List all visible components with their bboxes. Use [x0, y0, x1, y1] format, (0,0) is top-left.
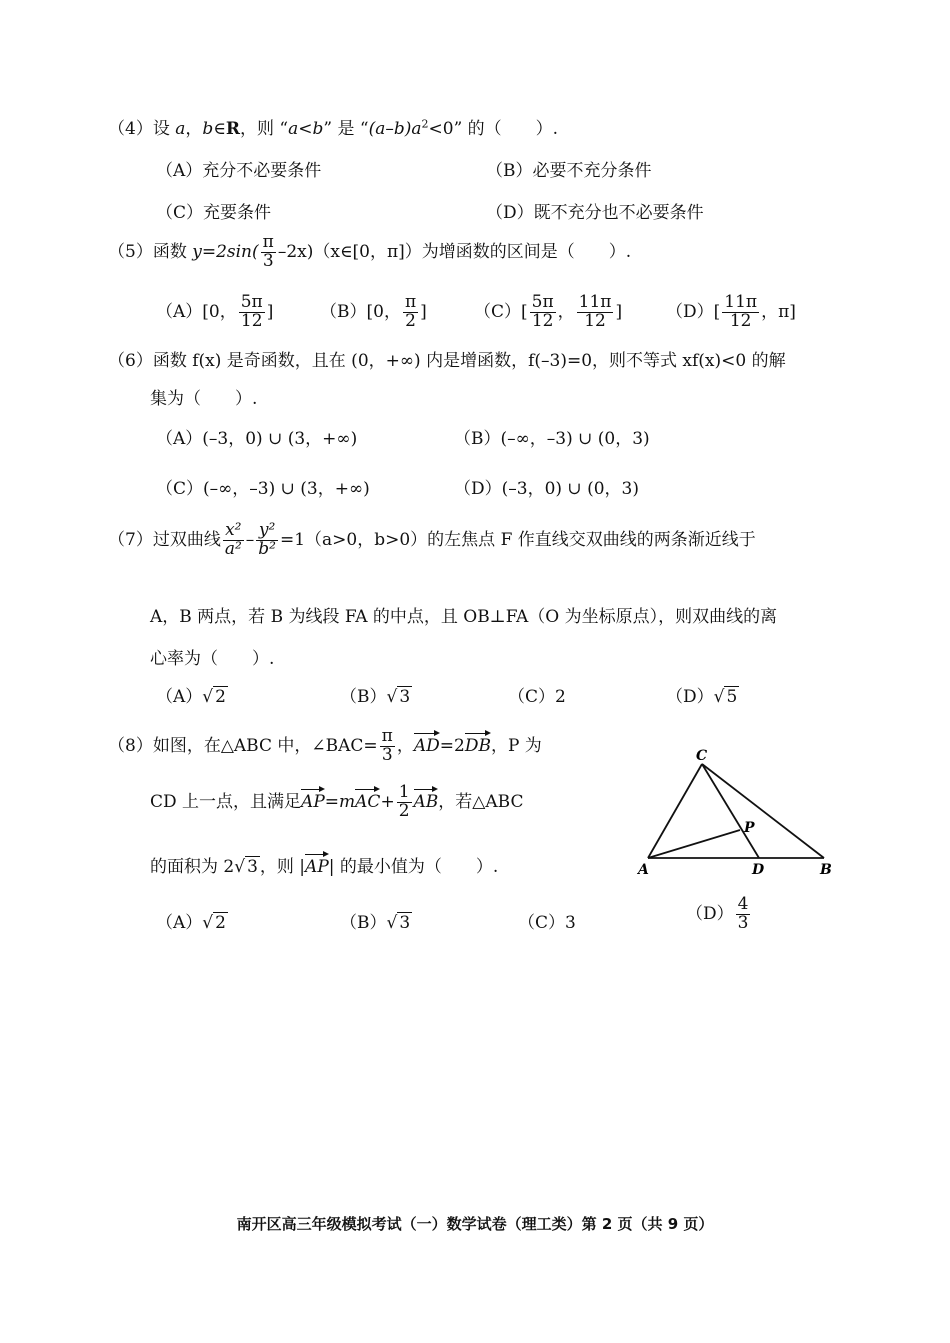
- q5-option-c: （C）[ $\frac{5\pi}{12}$ ， $\frac{11\pi}{12}$ ]: [474, 292, 623, 331]
- q7-line3: 心率为（ ）.: [150, 649, 275, 669]
- q7-line2: A，B 两点，若 B 为线段 FA 的中点，且 OB⊥FA（O 为坐标原点），则双曲线的离: [150, 607, 778, 627]
- q7-option-d: （D）√ 5: [666, 687, 738, 707]
- q7-option-c: （C）2: [508, 687, 566, 707]
- q7-option-b: （B）√ 3: [340, 687, 411, 707]
- q8-option-c: （C）3: [518, 913, 576, 933]
- q8-triangle-figure: [630, 740, 840, 885]
- q5-option-a: （A）[0， $\frac{5\pi}{12}$ ]: [156, 292, 274, 331]
- label-p: P: [744, 820, 755, 836]
- q5-frac: $\frac{\pi}{3}$: [262, 232, 274, 271]
- edge-cb: [702, 764, 824, 858]
- edge-cd: [702, 764, 759, 858]
- q8-option-a: （A）√ 2: [156, 913, 226, 933]
- q4-option-c: （C）充要条件: [156, 203, 272, 223]
- q6-option-b: （B）(–∞，–3) ∪ (0，3): [454, 429, 650, 449]
- q4-option-d: （D）既不充分也不必要条件: [486, 203, 704, 223]
- label-b: B: [820, 862, 832, 878]
- q7-line1: （7）过双曲线 $\frac{\text{x²}}{\text{a²}}$ – $\frac{\text{y²}}{\text{b²}}$ =1（a>0，b>0）的左焦点 F 作直线交双曲线的两条渐近线于: [108, 520, 756, 559]
- q8-option-b: （B）√ 3: [340, 913, 411, 933]
- q8-option-d: （D） $\frac{4}{3}$: [686, 894, 749, 933]
- label-a: A: [638, 862, 649, 878]
- q4-stem: （4）设 a，b∈R，则 “a<b” 是 “$(a-b)a^2<0$” 的（ ）.: [108, 117, 559, 139]
- q5-option-d: （D）[ $\frac{11\pi}{12}$ ，π]: [666, 292, 796, 331]
- q4-option-a: （A）充分不必要条件: [156, 161, 322, 181]
- q8-line2: CD 上一点，且满足AP=mAC+ $\frac{1}{2}$ AB，若△ABC: [150, 782, 524, 821]
- q5-stem: （5）函数 y=2sin( $\frac{\pi}{3}$ –2x)（x∈[0，π]）为增函数的区间是（ ）.: [108, 232, 632, 271]
- q7-option-a: （A）√ 2: [156, 687, 226, 707]
- q6-line2: 集为（ ）.: [150, 389, 258, 409]
- page-footer: 南开区高三年级模拟考试（一）数学试卷（理工类）第 2 页（共 9 页）: [236, 1215, 714, 1233]
- q4-option-b: （B）必要不充分条件: [486, 161, 652, 181]
- q6-option-a: （A）(–3，0) ∪ (3，+∞): [156, 429, 358, 449]
- q6-option-c: （C）(–∞，–3) ∪ (3，+∞): [156, 479, 370, 499]
- q6-line1: （6）函数 f(x) 是奇函数，且在 (0，+∞) 内是增函数，f(–3)=0，则不等式 xf(x)<0 的解: [108, 351, 786, 371]
- q6-option-d: （D）(–3，0) ∪ (0，3): [454, 479, 639, 499]
- q8-line3: 的面积为 2√ 3 ，则 |AP| 的最小值为（ ）.: [150, 852, 498, 877]
- q5-option-b: （B）[0， $\frac{\pi}{2}$ ]: [320, 292, 427, 331]
- label-d: D: [752, 862, 765, 878]
- q8-line1: （8）如图，在△ABC 中，∠BAC= $\frac{\pi}{3}$ ，AD=2DB，P 为: [108, 726, 542, 765]
- label-c: C: [696, 748, 708, 764]
